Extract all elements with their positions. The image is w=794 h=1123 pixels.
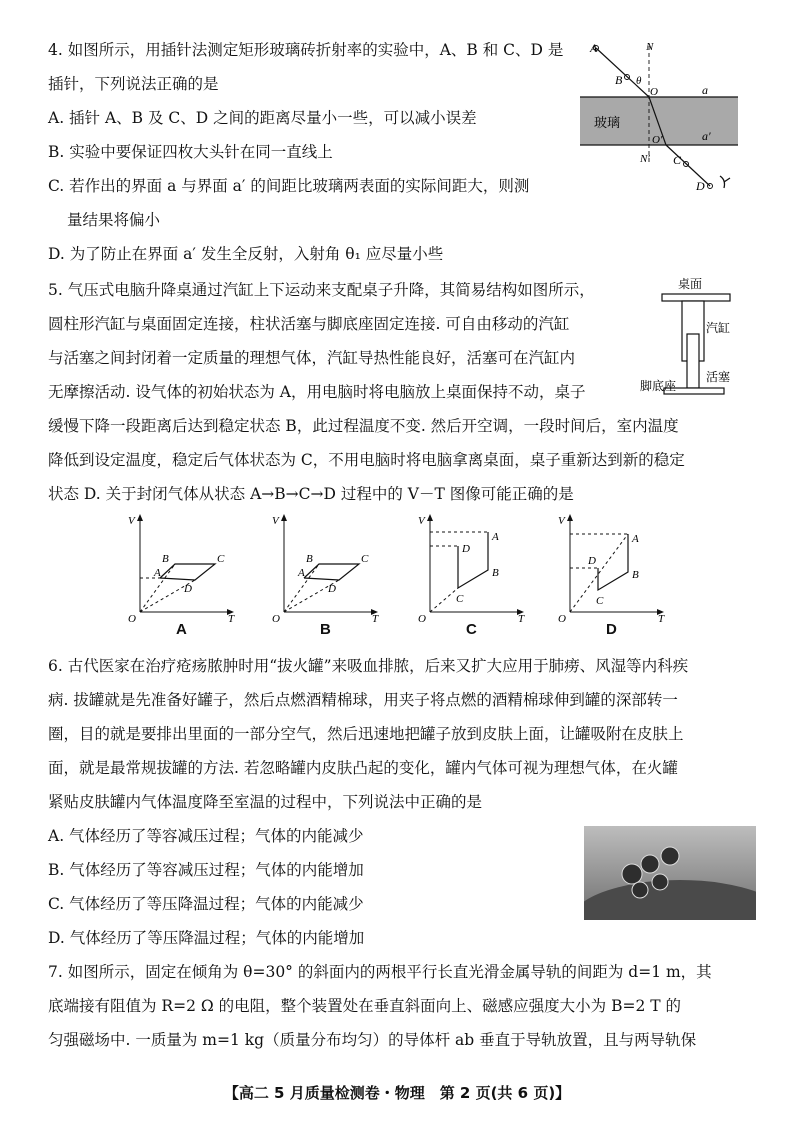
svg-text:O: O	[418, 613, 426, 624]
label-a: A	[590, 41, 598, 55]
svg-text:D: D	[588, 555, 596, 567]
q4-stem-line1: 4. 如图所示，用插针法测定矩形玻璃砖折射率的实验中，A、B 和 C、D 是	[48, 41, 564, 59]
q4-option-d: D. 为了防止在界面 a′ 发生全反射，入射角 θ₁ 应尽量小些	[48, 245, 444, 263]
q4-glass-figure	[574, 36, 744, 196]
graph-d-label: D	[606, 621, 617, 638]
q4-option-c-cont: 量结果将偏小	[67, 211, 161, 229]
svg-text:C: C	[456, 593, 464, 605]
q5-line1: 5. 气压式电脑升降桌通过汽缸上下运动来支配桌子升降，其简易结构如图所示，	[48, 281, 595, 299]
svg-text:T: T	[518, 613, 525, 624]
piston	[687, 334, 699, 388]
svg-text:T: T	[228, 613, 235, 624]
label-interface-a-prime: a′	[702, 129, 711, 143]
q7-line1: 7. 如图所示，固定在倾角为 θ=30° 的斜面内的两根平行长直光滑金属导轨的间距为 d=1 m，其	[48, 963, 712, 981]
page-footer: 【高二 5 月质量检测卷・物理 第 2 页(共 6 页)】	[223, 1084, 571, 1102]
label-cylinder: 汽缸	[706, 321, 731, 335]
incident-ray	[596, 48, 649, 97]
eye-icon	[720, 176, 730, 188]
label-n: N	[646, 41, 654, 53]
q4-option-a: A. 插针 A、B 及 C、D 之间的距离尽量小一些，可以减小误差	[48, 109, 477, 127]
q4-option-b: B. 实验中要保证四枚大头针在同一直线上	[48, 143, 333, 161]
process-path	[160, 564, 215, 580]
svg-text:T: T	[372, 613, 379, 624]
label-c: C	[673, 153, 682, 167]
cupping-jars-image	[584, 826, 756, 920]
svg-text:C: C	[361, 553, 369, 565]
svg-text:D: D	[184, 583, 192, 595]
svg-text:V: V	[128, 515, 135, 527]
q6-option-b: B. 气体经历了等容减压过程；气体的内能增加	[48, 861, 364, 879]
label-theta: θ	[636, 75, 642, 87]
process-path	[304, 564, 359, 580]
graph-option-c	[410, 512, 530, 624]
graph-option-d	[550, 512, 670, 624]
svg-text:B: B	[162, 553, 169, 565]
graph-option-b	[264, 512, 384, 624]
svg-text:A: A	[492, 531, 499, 543]
label-b: B	[615, 73, 623, 87]
svg-text:O: O	[128, 613, 136, 624]
svg-text:D: D	[328, 583, 336, 595]
svg-text:D: D	[462, 543, 470, 555]
svg-text:V: V	[558, 515, 565, 527]
label-o: O	[650, 86, 658, 98]
svg-text:A: A	[298, 567, 305, 579]
label-base: 脚底座	[640, 379, 677, 393]
q7-line2: 底端接有阻值为 R=2 Ω 的电阻，整个装置处在垂直斜面向上、磁感应强度大小为 B=2 T 的	[48, 997, 682, 1015]
q6-option-c: C. 气体经历了等压降温过程；气体的内能减少	[48, 895, 364, 913]
q5-desk-figure	[640, 274, 750, 414]
q6-option-a: A. 气体经历了等容减压过程；气体的内能减少	[48, 827, 364, 845]
svg-text:C: C	[596, 595, 604, 607]
q6-line2: 病. 拔罐就是先准备好罐子，然后点燃酒精棉球，用夹子将点燃的酒精棉球伸到罐的深部转一	[48, 691, 678, 709]
q6-line4: 面，就是最常规拔罐的方法. 若忽略罐内皮肤凸起的变化，罐内气体可视为理想气体，在火罐	[48, 759, 678, 777]
svg-text:B: B	[306, 553, 313, 565]
q6-line3: 圈，目的就是要排出里面的一部分空气，然后迅速地把罐子放到皮肤上面，让罐吸附在皮肤上	[48, 725, 684, 743]
graph-c-label: C	[466, 621, 477, 638]
label-d: D	[696, 179, 705, 193]
label-piston: 活塞	[706, 370, 731, 384]
svg-text:V: V	[418, 515, 425, 527]
q5-line6: 降低到设定温度，稳定后气体状态为 C，不用电脑时将电脑拿离桌面，桌子重新达到新的稳定	[48, 451, 685, 469]
q6-line1: 6. 古代医家在治疗疮疡脓肿时用“拔火罐”来吸血排脓，后来又扩大应用于肺痨、风湿等内科疾	[48, 657, 689, 675]
graph-b-label: B	[320, 621, 331, 638]
label-o-prime: O′	[652, 134, 663, 146]
cupping-photo	[584, 826, 756, 920]
graph-option-a	[120, 512, 240, 624]
svg-text:T: T	[658, 613, 665, 624]
svg-text:O: O	[272, 613, 280, 624]
q4-stem-line2: 插针，下列说法正确的是	[48, 75, 219, 93]
q5-line3: 与活塞之间封闭着一定质量的理想气体，汽缸导热性能良好，活塞可在汽缸内	[48, 349, 576, 367]
label-glass: 玻璃	[594, 115, 621, 130]
q7-line3: 匀强磁场中. 一质量为 m=1 kg（质量分布均匀）的导体杆 ab 垂直于导轨放置，且与两导轨保	[48, 1031, 697, 1049]
q5-line7: 状态 D. 关于封闭气体从状态 A→B→C→D 过程中的 V－T 图像可能正确的是	[48, 485, 574, 503]
q5-line5: 缓慢下降一段距离后达到稳定状态 B，此过程温度不变. 然后开空调，一段时间后，室内温度	[48, 417, 679, 435]
q5-line2: 圆柱形汽缸与桌面固定连接，柱状活塞与脚底座固定连接. 可自由移动的汽缸	[48, 315, 570, 333]
svg-text:B: B	[492, 567, 499, 579]
desktop	[662, 294, 730, 301]
graph-a-label: A	[176, 621, 187, 638]
svg-text:A: A	[154, 567, 161, 579]
label-desk: 桌面	[678, 277, 703, 291]
q5-line4: 无摩擦活动. 设气体的初始状态为 A，用电脑时将电脑放上桌面保持不动，桌子	[48, 383, 586, 401]
q6-option-d: D. 气体经历了等压降温过程；气体的内能增加	[48, 929, 365, 947]
svg-text:O: O	[558, 613, 566, 624]
q6-line5: 紧贴皮肤罐内气体温度降至室温的过程中，下列说法中正确的是	[48, 793, 483, 811]
svg-text:V: V	[272, 515, 279, 527]
svg-text:A: A	[632, 533, 639, 545]
svg-text:B: B	[632, 569, 639, 581]
label-n-prime: N′	[640, 153, 650, 165]
label-interface-a: a	[702, 83, 708, 97]
q4-option-c: C. 若作出的界面 a 与界面 a′ 的间距比玻璃两表面的实际间距大，则测	[48, 177, 530, 195]
svg-text:C: C	[217, 553, 225, 565]
